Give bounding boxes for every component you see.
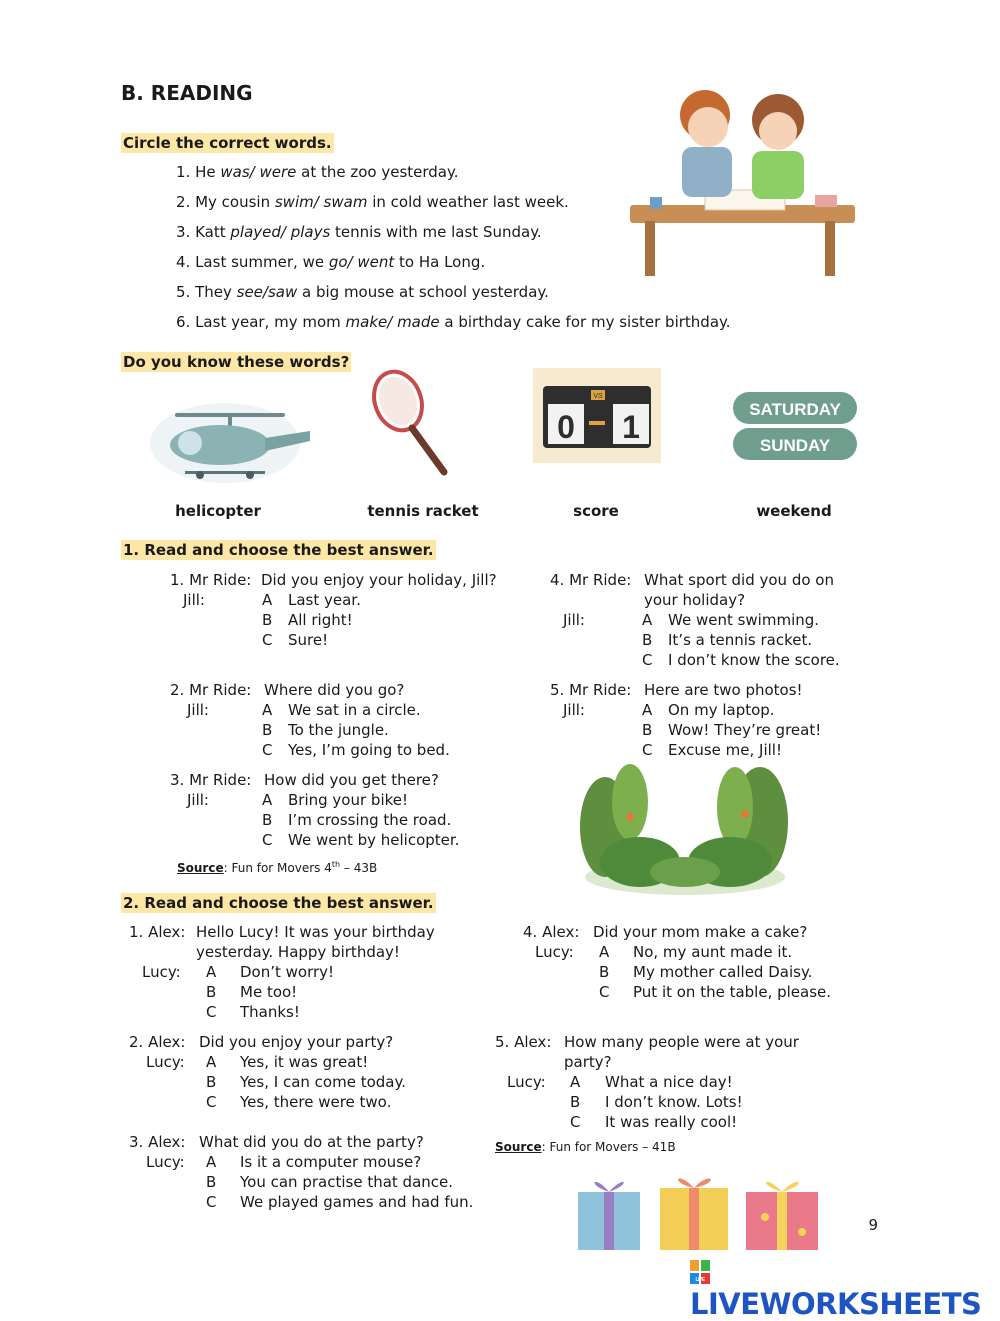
option[interactable]: Put it on the table, please. <box>633 983 832 1001</box>
option[interactable]: I don’t know the score. <box>668 651 840 669</box>
brand-text: LIVEWORKSHEETS <box>690 1287 982 1321</box>
circle-heading: Circle the correct words. <box>123 134 332 152</box>
option[interactable]: We went by helicopter. <box>288 831 460 849</box>
word-choice[interactable]: was/ were <box>220 163 297 181</box>
option[interactable]: It’s a tennis racket. <box>668 631 813 649</box>
circle-item: 1. He was/ were at the zoo yesterday. <box>176 163 459 181</box>
saturday-label: SATURDAY <box>749 400 841 419</box>
option[interactable]: Yes, I’m going to bed. <box>288 741 450 759</box>
vocab-word: helicopter <box>175 502 261 520</box>
option[interactable]: I don’t know. Lots! <box>605 1093 743 1111</box>
option[interactable]: Don’t worry! <box>240 963 335 981</box>
word-choice[interactable]: see/saw <box>236 283 298 301</box>
option[interactable]: No, my aunt made it. <box>633 943 793 961</box>
liveworksheets-logo[interactable] <box>690 1253 1000 1321</box>
option[interactable]: Yes, I can come today. <box>240 1073 406 1091</box>
option[interactable]: We sat in a circle. <box>288 701 421 719</box>
word-choice[interactable]: make/ made <box>345 313 440 331</box>
circle-item: 2. My cousin swim/ swam in cold weather last week. <box>176 193 569 211</box>
option[interactable]: Bring your bike! <box>288 791 408 809</box>
weekend-picture <box>730 388 860 463</box>
word-choice[interactable]: played/ plays <box>230 223 331 241</box>
kids-reading-illustration <box>620 85 865 280</box>
option[interactable]: Yes, there were two. <box>240 1093 392 1111</box>
score-right: 1 <box>622 409 640 445</box>
option[interactable]: What a nice day! <box>605 1073 733 1091</box>
tennis-racket-picture <box>368 368 453 476</box>
page-number: 9 <box>868 1216 878 1234</box>
option[interactable]: You can practise that dance. <box>240 1173 454 1191</box>
ex1-heading: 1. Read and choose the best answer. <box>123 541 434 559</box>
option[interactable]: Sure! <box>288 631 329 649</box>
option[interactable]: To the jungle. <box>288 721 389 739</box>
option[interactable]: We played games and had fun. <box>240 1193 474 1211</box>
option[interactable]: Last year. <box>288 591 361 609</box>
option[interactable]: I’m crossing the road. <box>288 811 452 829</box>
ex1-source: Source: Fun for Movers 4th – 43B <box>177 860 378 875</box>
word-choice[interactable]: go/ went <box>328 253 395 271</box>
word-choice[interactable]: swim/ swam <box>274 193 368 211</box>
option[interactable]: Excuse me, Jill! <box>668 741 782 759</box>
option[interactable]: It was really cool! <box>605 1113 738 1131</box>
vocab-word: score <box>573 502 619 520</box>
vocab-word: weekend <box>756 502 832 520</box>
section-title: B. READING <box>121 81 253 105</box>
jungle-illustration <box>580 762 790 897</box>
option[interactable]: My mother called Daisy. <box>633 963 813 981</box>
vocab-heading: Do you know these words? <box>123 353 350 371</box>
option[interactable]: On my laptop. <box>668 701 775 719</box>
circle-item: 3. Katt played/ plays tennis with me last Sunday. <box>176 223 542 241</box>
gift-boxes-illustration <box>570 1172 835 1254</box>
option[interactable]: Wow! They’re great! <box>668 721 822 739</box>
liveworksheets-mark-icon <box>690 1260 710 1284</box>
ex2-heading: 2. Read and choose the best answer. <box>123 894 434 912</box>
scoreboard-vs: VS <box>593 393 603 400</box>
vocab-word: tennis racket <box>367 502 479 520</box>
option[interactable]: All right! <box>288 611 353 629</box>
option[interactable]: Me too! <box>240 983 298 1001</box>
circle-item: 5. They see/saw a big mouse at school yesterday. <box>176 283 549 301</box>
option[interactable]: Is it a computer mouse? <box>240 1153 422 1171</box>
scoreboard-picture <box>533 368 661 463</box>
svg-text:LIVE: LIVE <box>695 1277 705 1283</box>
option[interactable]: Yes, it was great! <box>240 1053 369 1071</box>
helicopter-picture <box>145 393 315 488</box>
option[interactable]: Thanks! <box>240 1003 300 1021</box>
sunday-label: SUNDAY <box>759 436 831 455</box>
circle-item: 6. Last year, my mom make/ made a birthday cake for my sister birthday. <box>176 313 731 331</box>
option[interactable]: We went swimming. <box>668 611 820 629</box>
ex2-source: Source: Fun for Movers – 41B <box>495 1140 676 1154</box>
score-left: 0 <box>557 409 575 445</box>
circle-item: 4. Last summer, we go/ went to Ha Long. <box>176 253 486 271</box>
